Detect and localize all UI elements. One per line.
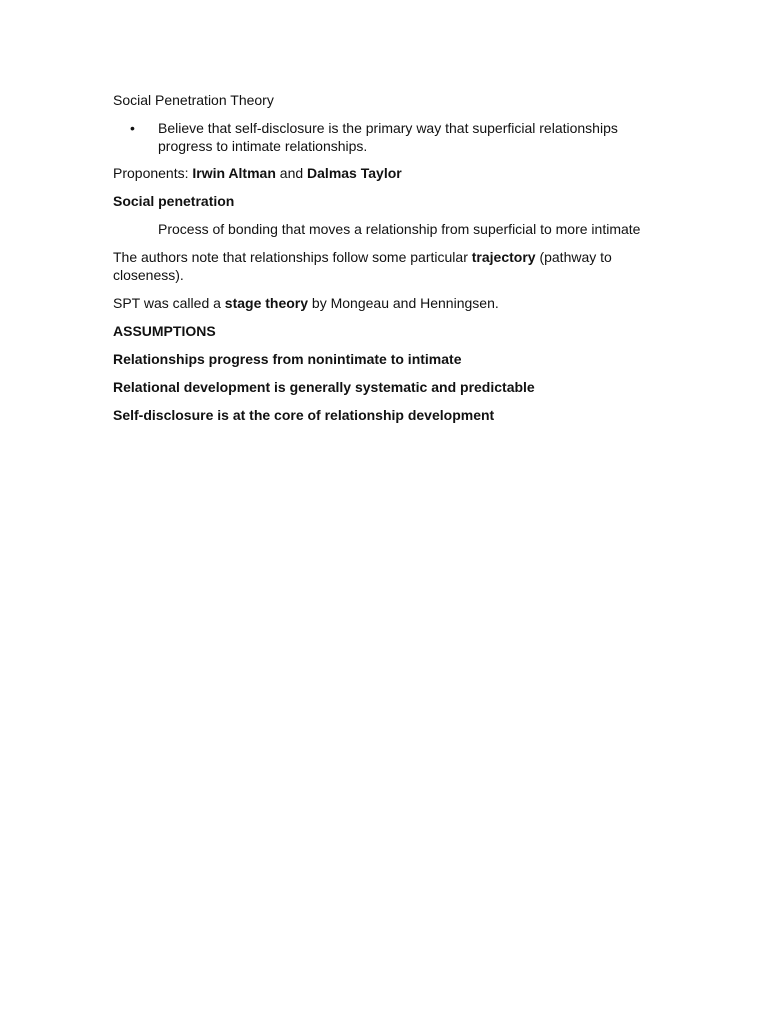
proponent-name-2: Dalmas Taylor [307, 165, 402, 181]
assumptions-heading: ASSUMPTIONS [113, 323, 216, 339]
trajectory-text-before: The authors note that relationships follow some particular [113, 249, 472, 265]
assumption-item: Relational development is generally systematic and predictable [113, 379, 535, 395]
proponent-name-1: Irwin Altman [192, 165, 276, 181]
bullet-item [113, 119, 653, 155]
stage-text-after: by Mongeau and Henningsen. [308, 295, 499, 311]
social-penetration-heading: Social penetration [113, 193, 235, 209]
stage-term: stage theory [224, 295, 309, 311]
assumption-item: Self-disclosure is at the core of relationship development [113, 407, 495, 423]
stage-theory-paragraph [113, 294, 653, 312]
document-page [113, 91, 653, 434]
bullet-marker: • [130, 120, 135, 136]
trajectory-text-after: (pathway to closeness). [113, 249, 612, 283]
proponents-line [113, 164, 653, 182]
bullet-text: Believe that self-disclosure is the primary way that superficial relationships progress to intimate relationships. [158, 120, 618, 154]
proponents-label: Proponents: [113, 165, 193, 181]
bullet-list [113, 119, 653, 155]
assumption-item: Relationships progress from nonintimate to intimate [113, 351, 462, 367]
proponents-conjunction: and [275, 165, 308, 181]
trajectory-term: trajectory [471, 249, 536, 265]
document-title: Social Penetration Theory [113, 92, 274, 108]
trajectory-paragraph [113, 248, 653, 284]
social-penetration-definition: Process of bonding that moves a relationship from superficial to more intimate [158, 221, 641, 237]
stage-text-before: SPT was called a [113, 295, 225, 311]
